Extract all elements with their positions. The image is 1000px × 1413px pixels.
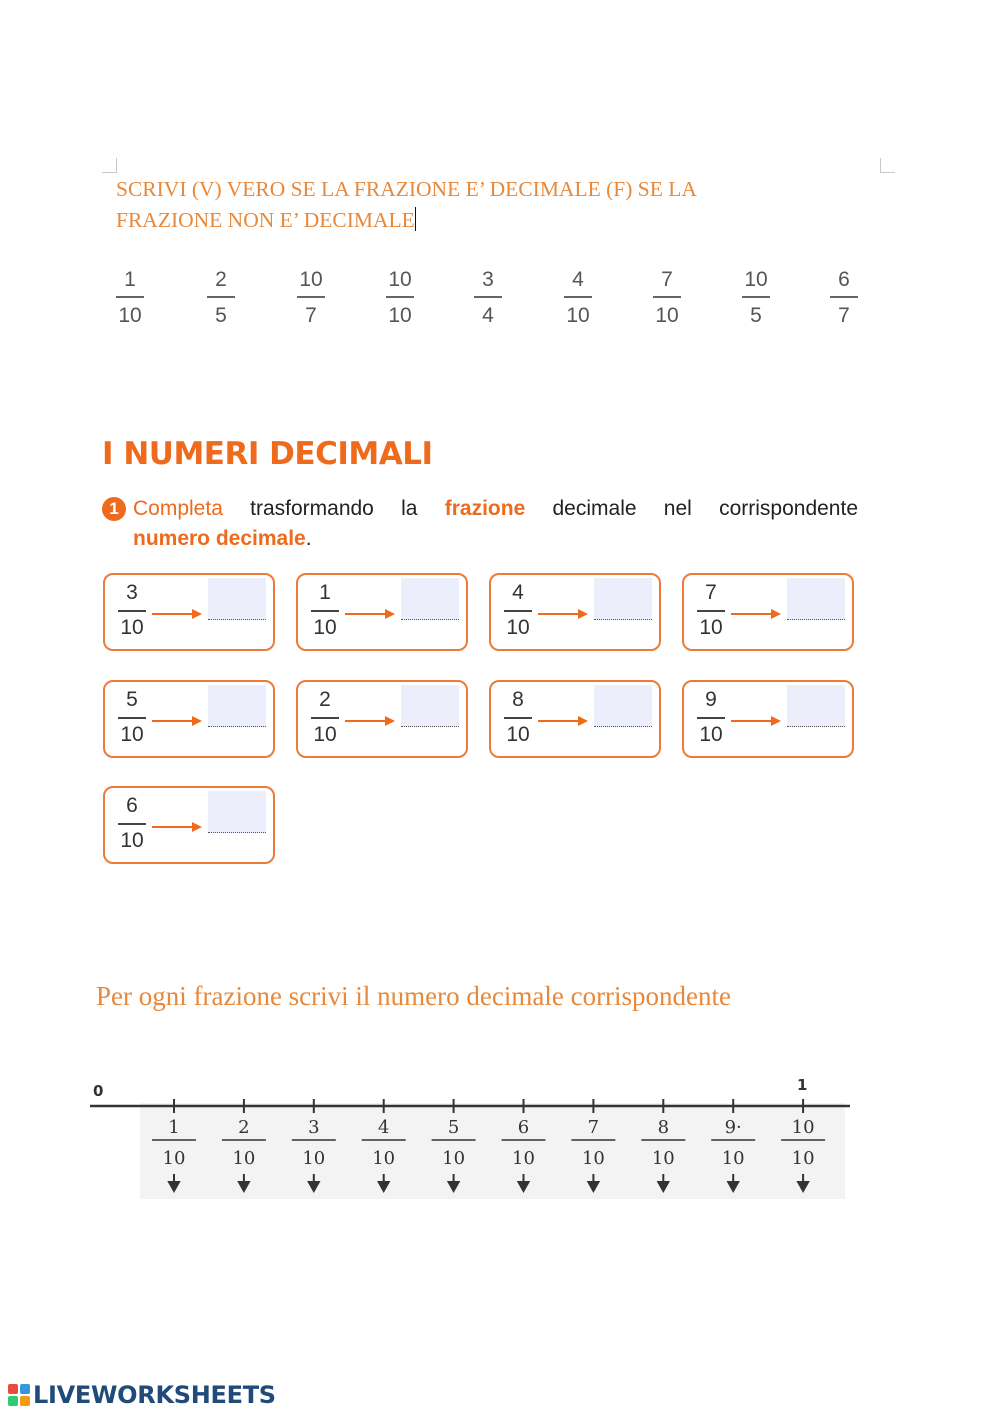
box-numerator: 2: [319, 688, 331, 711]
fraction-bar: [118, 823, 146, 825]
number-line-denominator: 10: [581, 1148, 605, 1169]
fraction-numerator: 6: [838, 268, 850, 291]
number-line-denominator: 10: [232, 1148, 256, 1169]
instruction-word: nel: [663, 497, 692, 520]
box-numerator: 8: [512, 688, 524, 711]
arrow-right-icon: [538, 609, 588, 619]
instruction-word: decimale: [552, 497, 637, 520]
box-denominator: 10: [699, 616, 723, 639]
exercise3-instruction: Per ogni frazione scrivi il numero decimale corrispondente: [96, 981, 732, 1011]
fraction-denominator: 5: [750, 304, 762, 327]
number-line-numerator: 2: [238, 1117, 250, 1138]
box-numerator: 9: [705, 688, 717, 711]
fraction-denominator: 10: [388, 304, 412, 327]
number-line-start-label: 0: [93, 1082, 104, 1100]
instruction-word: frazione: [444, 497, 526, 520]
fraction: [824, 266, 864, 330]
number-line-denominator: 10: [302, 1148, 326, 1169]
answer-input[interactable]: [401, 685, 459, 727]
page-corner-mark-right: [880, 158, 895, 173]
answer-input[interactable]: [787, 685, 845, 727]
fraction-numerator: 10: [744, 268, 768, 291]
fraction-denominator: 7: [838, 304, 850, 327]
exercise1-instruction: [116, 174, 856, 236]
fraction-bar: [564, 296, 592, 298]
number-line-denominator: 10: [721, 1148, 745, 1169]
box-denominator: 10: [506, 723, 530, 746]
exercise1-instruction-line1: SCRIVI (V) VERO SE LA FRAZIONE E’ DECIMALE (F) SE LA: [116, 177, 697, 201]
fraction: [647, 266, 687, 330]
fraction-numerator: 1: [124, 268, 136, 291]
number-line: [90, 1073, 860, 1203]
fraction-denominator: 7: [305, 304, 317, 327]
fraction-bar: [118, 610, 146, 612]
liveworksheets-logo: [8, 1380, 276, 1410]
fraction: [736, 266, 776, 330]
answer-input[interactable]: [787, 578, 845, 620]
number-line-denominator: 10: [442, 1148, 466, 1169]
exercise1-instruction-line2: FRAZIONE NON E’ DECIMALE: [116, 208, 415, 232]
exercise2-instruction: [133, 494, 858, 554]
box-denominator: 10: [120, 723, 144, 746]
number-line-denominator: 10: [651, 1148, 675, 1169]
conversion-box: [103, 573, 275, 651]
section-title: I NUMERI DECIMALI: [102, 436, 433, 472]
fraction-denominator: 10: [118, 304, 142, 327]
fraction: [110, 266, 150, 330]
fraction-bar: [474, 296, 502, 298]
box-denominator: 10: [120, 616, 144, 639]
answer-input[interactable]: [594, 685, 652, 727]
fraction-bar: [386, 296, 414, 298]
fraction-bar: [504, 717, 532, 719]
number-line-numerator: 3: [308, 1117, 320, 1138]
number-line-denominator: 10: [162, 1148, 186, 1169]
fraction: [380, 266, 420, 330]
fraction-bar: [653, 296, 681, 298]
conversion-box: [489, 680, 661, 758]
number-line-denominator: 10: [791, 1148, 815, 1169]
instruction-word: corrispondente: [719, 497, 858, 520]
fraction-bar: [311, 717, 339, 719]
conversion-box: [682, 573, 854, 651]
fraction-bar: [742, 296, 770, 298]
liveworksheets-icon: [8, 1384, 30, 1406]
arrow-right-icon: [731, 716, 781, 726]
conversion-box: [103, 680, 275, 758]
conversion-box: [296, 573, 468, 651]
box-denominator: 10: [120, 829, 144, 852]
fraction-numerator: 2: [215, 268, 227, 291]
box-denominator: 10: [699, 723, 723, 746]
fraction: [468, 266, 508, 330]
fraction-denominator: 5: [215, 304, 227, 327]
page-corner-mark-left: [102, 158, 117, 173]
number-line-numerator: 1: [168, 1117, 180, 1138]
instruction-word: la: [401, 497, 418, 520]
fraction: [558, 266, 598, 330]
text-cursor: [415, 207, 416, 231]
fraction-numerator: 10: [388, 268, 412, 291]
answer-input[interactable]: [208, 578, 266, 620]
exercise-number-badge: 1: [102, 497, 126, 521]
arrow-right-icon: [538, 716, 588, 726]
answer-input[interactable]: [208, 685, 266, 727]
instruction-word: Completa: [133, 497, 223, 520]
answer-input[interactable]: [594, 578, 652, 620]
box-denominator: 10: [313, 616, 337, 639]
box-numerator: 6: [126, 794, 138, 817]
fraction-numerator: 10: [299, 268, 323, 291]
conversion-box: [682, 680, 854, 758]
fraction-denominator: 4: [482, 304, 494, 327]
instruction-word: numero decimale: [133, 527, 306, 550]
arrow-right-icon: [731, 609, 781, 619]
conversion-box: [296, 680, 468, 758]
instruction-word: .: [305, 527, 312, 550]
fraction-bar: [297, 296, 325, 298]
number-line-numerator: 4: [377, 1117, 390, 1138]
number-line-denominator: 10: [512, 1148, 535, 1169]
box-numerator: 1: [319, 581, 331, 604]
number-line-numerator: 7: [587, 1117, 600, 1138]
answer-input[interactable]: [401, 578, 459, 620]
box-numerator: 3: [126, 581, 138, 604]
number-line-numerator: 8: [657, 1117, 670, 1138]
instruction-word: trasformando: [250, 497, 374, 520]
fraction-bar: [118, 717, 146, 719]
box-numerator: 7: [705, 581, 717, 604]
fraction-bar: [116, 296, 144, 298]
fraction: [291, 266, 331, 330]
fraction-bar: [830, 296, 858, 298]
arrow-right-icon: [345, 609, 395, 619]
fraction-numerator: 3: [482, 268, 494, 291]
fraction-denominator: 10: [655, 304, 679, 327]
arrow-right-icon: [152, 822, 202, 832]
arrow-right-icon: [152, 716, 202, 726]
number-line-numerator: 6: [517, 1117, 530, 1138]
answer-input[interactable]: [208, 791, 266, 833]
conversion-box: [103, 786, 275, 864]
arrow-right-icon: [345, 716, 395, 726]
box-denominator: 10: [506, 616, 530, 639]
fraction-bar: [311, 610, 339, 612]
fraction-bar: [697, 717, 725, 719]
fraction-numerator: 7: [661, 268, 673, 291]
fraction-denominator: 10: [566, 304, 590, 327]
number-line-numerator: 9·: [724, 1117, 742, 1138]
number-line-end-label: 1: [797, 1076, 808, 1094]
logo-text: LIVEWORKSHEETS: [33, 1381, 276, 1409]
box-denominator: 10: [313, 723, 337, 746]
fraction-bar: [207, 296, 235, 298]
box-numerator: 5: [126, 688, 138, 711]
box-numerator: 4: [512, 581, 524, 604]
fraction-bar: [504, 610, 532, 612]
number-line-denominator: 10: [372, 1148, 396, 1169]
fraction: [201, 266, 241, 330]
number-line-numerator: 10: [791, 1117, 815, 1138]
fraction-bar: [697, 610, 725, 612]
number-line-numerator: 5: [447, 1117, 460, 1138]
arrow-right-icon: [152, 609, 202, 619]
conversion-box: [489, 573, 661, 651]
fraction-numerator: 4: [572, 268, 584, 291]
